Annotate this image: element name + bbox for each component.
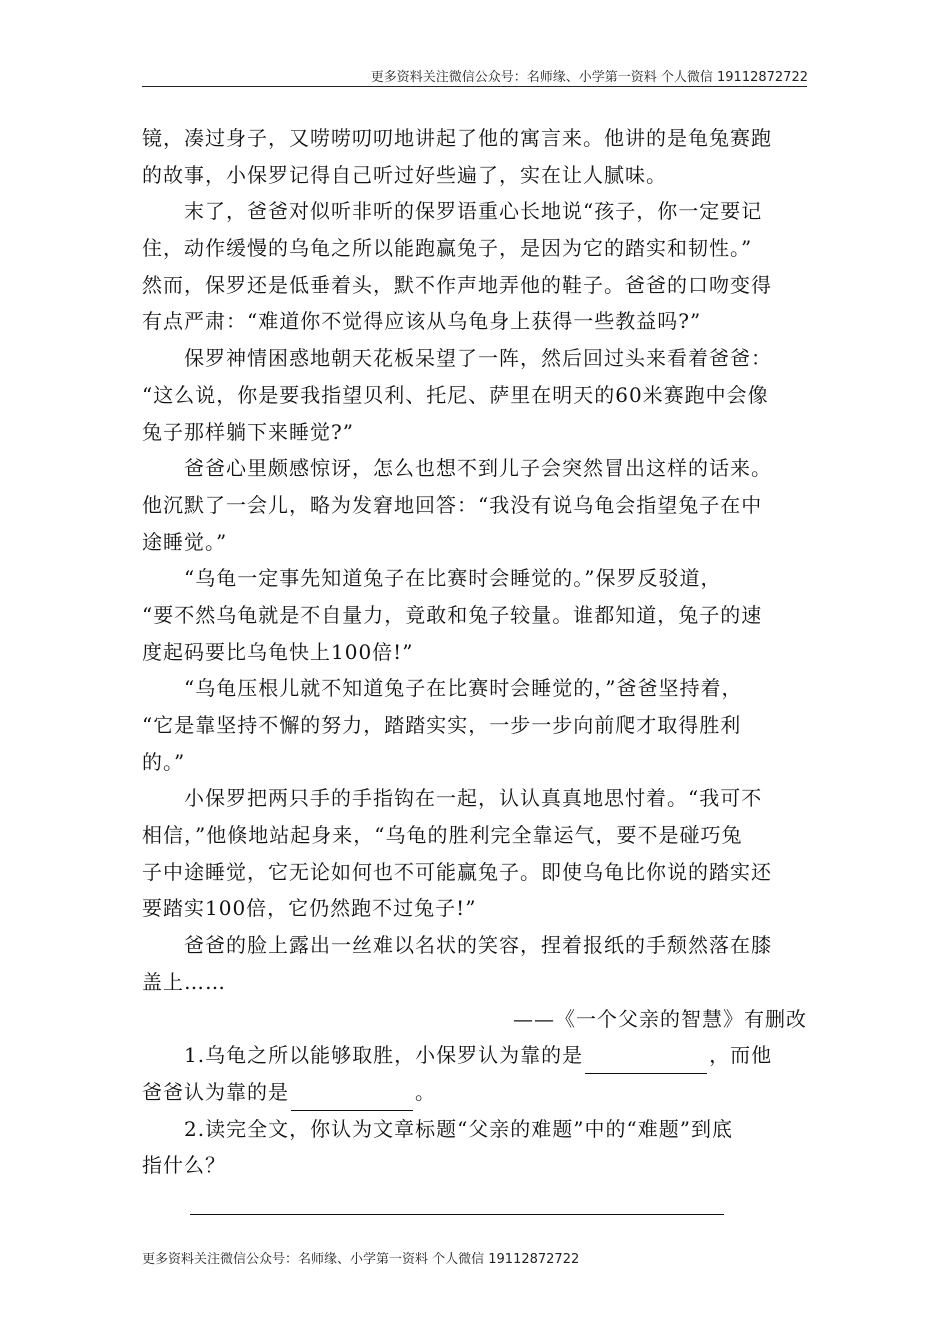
answer-blank-father[interactable] xyxy=(291,1084,413,1111)
paragraph-line: 爸爸的脸上露出一丝难以名状的笑容，捏着报纸的手颓然落在膝 xyxy=(184,933,772,958)
paragraph-line: 保罗神情困惑地朝天花板呆望了一阵，然后回过头来看着爸爸： xyxy=(184,346,772,371)
paragraph-line: 相信，”他倏地站起身来，“乌龟的胜利完全靠运气，要不是碰巧兔 xyxy=(142,823,743,848)
question-1-line-1 xyxy=(142,1037,807,1074)
paragraph-line: 镜，凑过身子，又唠唠叨叨地讲起了他的寓言来。他讲的是龟兔赛跑 xyxy=(142,126,772,150)
paragraph-line: 子中途睡觉，它无论如何也不可能赢兔子。即使乌龟比你说的踏实还 xyxy=(142,859,772,884)
paragraph-line: 住，动作缓慢的乌龟之所以能跑赢兔子，是因为它的踏实和韧性。” xyxy=(142,236,753,261)
answer-blank-paul[interactable] xyxy=(585,1047,707,1074)
question-2-line-2: 指什么？ xyxy=(142,1153,226,1178)
paragraph-line: 的。” xyxy=(142,749,186,774)
paragraph-line: 爸爸心里颇感惊讶，怎么也想不到儿子会突然冒出这样的话来。 xyxy=(184,456,772,481)
paragraph-line: 小保罗把两只手的手指钩在一起，认认真真地思忖着。“我可不 xyxy=(184,786,763,811)
article-body xyxy=(142,120,807,1184)
paragraph-line: 兔子那样躺下来睡觉?” xyxy=(142,419,354,444)
question-2-line-1: 2.读完全文，你认为文章标题“父亲的难题”中的“难题”到底 xyxy=(184,1116,733,1141)
source-attribution: ——《一个父亲的智慧》有删改 xyxy=(513,1006,807,1031)
question-1-line-2 xyxy=(142,1074,807,1111)
paragraph-line: “这么说，你是要我指望贝利、托尼、萨里在明天的60米赛跑中会像 xyxy=(142,382,769,407)
paragraph-line: 的故事，小保罗记得自己听过好些遍了，实在让人腻味。 xyxy=(142,162,667,187)
paragraph-line: 他沉默了一会儿，略为发窘地回答：“我没有说乌龟会指望兔子在中 xyxy=(142,492,763,517)
paragraph-line: “要不然乌龟就是不自量力，竟敢和兔子较量。谁都知道，兔子的速 xyxy=(142,602,763,627)
paragraph-line: 然而，保罗还是低垂着头，默不作声地弄他的鞋子。爸爸的口吻变得 xyxy=(142,272,772,297)
answer-line[interactable] xyxy=(190,1214,724,1215)
paragraph-line: 盖上…… xyxy=(142,969,226,994)
question-1-text: 1.乌龟之所以能够取胜，小保罗认为靠的是 xyxy=(184,1043,584,1068)
paragraph-line: 有点严肃：“难道你不觉得应该从乌龟身上获得一些教益吗?” xyxy=(142,309,702,334)
paragraph-line: “它是靠坚持不懈的努力，踏踏实实，一步一步向前爬才取得胜利 xyxy=(142,713,742,737)
question-1-text: ，而他 xyxy=(709,1043,773,1068)
header-divider xyxy=(142,86,807,87)
page-footer: 更多资料关注微信公众号：名师缘、小学第一资料 个人微信 19112872722 xyxy=(142,1252,580,1267)
question-1-text: 爸爸认为靠的是 xyxy=(142,1079,289,1104)
paragraph-line: 途睡觉。” xyxy=(142,529,228,554)
paragraph-line: 度起码要比乌龟快上100倍!” xyxy=(142,639,414,664)
page-header: 更多资料关注微信公众号：名师缘、小学第一资料 个人微信 19112872722 xyxy=(370,70,808,85)
paragraph-line: “乌龟一定事先知道兔子在比赛时会睡觉的。”保罗反驳道， xyxy=(184,566,722,591)
paragraph-line: “乌龟压根儿就不知道兔子在比赛时会睡觉的，”爸爸坚持着， xyxy=(184,676,743,701)
paragraph-line: 末了，爸爸对似听非听的保罗语重心长地说“孩子，你一定要记 xyxy=(184,199,763,224)
question-1-text: 。 xyxy=(415,1079,436,1104)
paragraph-line: 要踏实100倍，它仍然跑不过兔子!” xyxy=(142,896,477,921)
